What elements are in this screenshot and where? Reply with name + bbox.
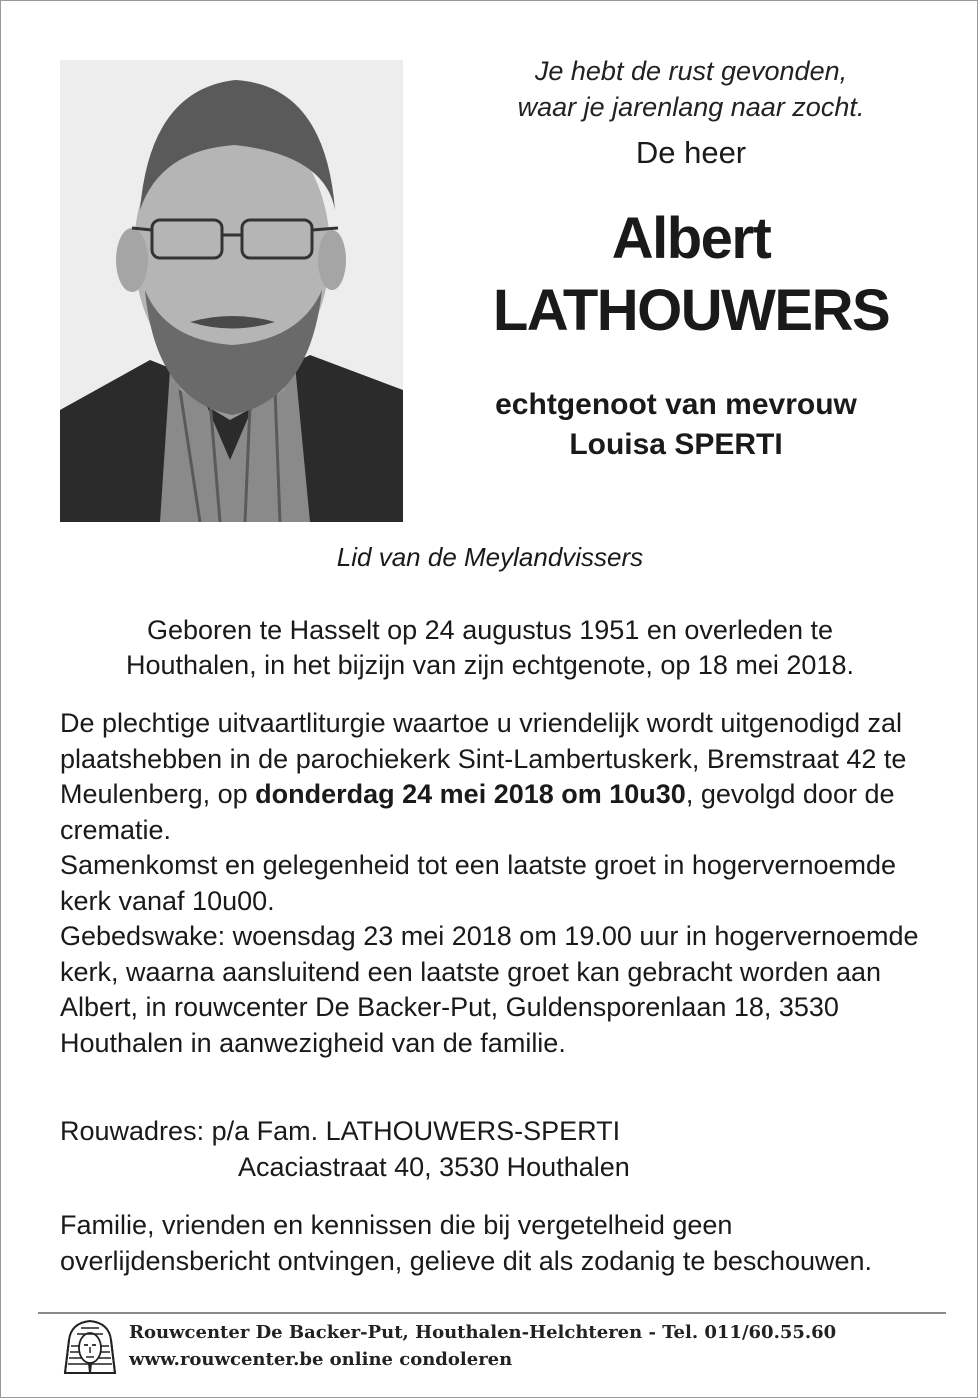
funeral-date: donderdag 24 mei 2018 om 10u30 — [255, 779, 686, 809]
funeral-home-website: www.rouwcenter.be online condoleren — [129, 1349, 513, 1370]
funeral-paragraph — [60, 706, 940, 848]
funeral-home-info: Rouwcenter De Backer-Put, Houthalen-Helchteren - Tel. 011/60.55.60 — [129, 1322, 837, 1343]
motto-line-2: waar je jarenlang naar zocht. — [517, 92, 865, 122]
gathering-text: Samenkomst en gelegenheid tot een laatste groet in hogervernoemde kerk vanaf 10u00. — [60, 850, 897, 916]
membership: Lid van de Meylandvissers — [336, 542, 644, 572]
first-name: Albert — [611, 206, 771, 271]
birth-death-info — [1, 613, 978, 683]
born-line-1: Geboren te Hasselt op 24 augustus 1951 en overleden te — [147, 615, 833, 645]
footer-divider — [38, 1312, 946, 1314]
spouse-line-1: echtgenoot van mevrouw — [495, 388, 857, 421]
pharaoh-logo-icon — [61, 1318, 119, 1376]
funeral-text: De plechtige uitvaartliturgie waartoe u vriendelijk wordt uitgenodigd zal plaatshebben in de parochiekerk Sint-Lambertuskerk, Bremstraat 42 te Meulenberg, op — [60, 708, 907, 809]
deceased-name — [441, 203, 941, 347]
spouse-line-2: Louisa SPERTI — [569, 428, 783, 461]
address-line-2: Acaciastraat 40, 3530 Houthalen — [238, 1152, 630, 1182]
vigil-text: Gebedswake: woensdag 23 mei 2018 om 19.00 uur in hogervernoemde kerk, waarna aansluitend een laatste groet kan gebracht worden aan Albert, in rouwcenter De Backer-Put, Guldensporenlaan 18, 3530 Houthalen in aanwezigheid van de familie. — [60, 921, 919, 1058]
address-line-1: Rouwadres: p/a Fam. LATHOUWERS-SPERTI — [60, 1116, 621, 1146]
footer-text — [129, 1319, 836, 1373]
mourning-address — [60, 1113, 940, 1185]
title: De heer — [635, 135, 747, 170]
born-line-2: Houthalen, in het bijzijn van zijn echtgenote, op 18 mei 2018. — [126, 650, 854, 680]
motto — [471, 53, 911, 125]
funeral-info — [60, 706, 940, 1061]
funeral-text-end: , gevolgd door de crematie. — [60, 779, 895, 845]
motto-line-1: Je hebt de rust gevonden, — [534, 56, 848, 86]
last-name: LATHOUWERS — [492, 278, 890, 343]
header-block — [431, 53, 911, 465]
portrait-photo — [60, 60, 403, 522]
family-notice: Familie, vrienden en kennissen die bij vergetelheid geen overlijdensbericht ontvingen, gelieve dit als zodanig te beschouwen. — [60, 1210, 873, 1276]
spouse — [431, 385, 921, 465]
